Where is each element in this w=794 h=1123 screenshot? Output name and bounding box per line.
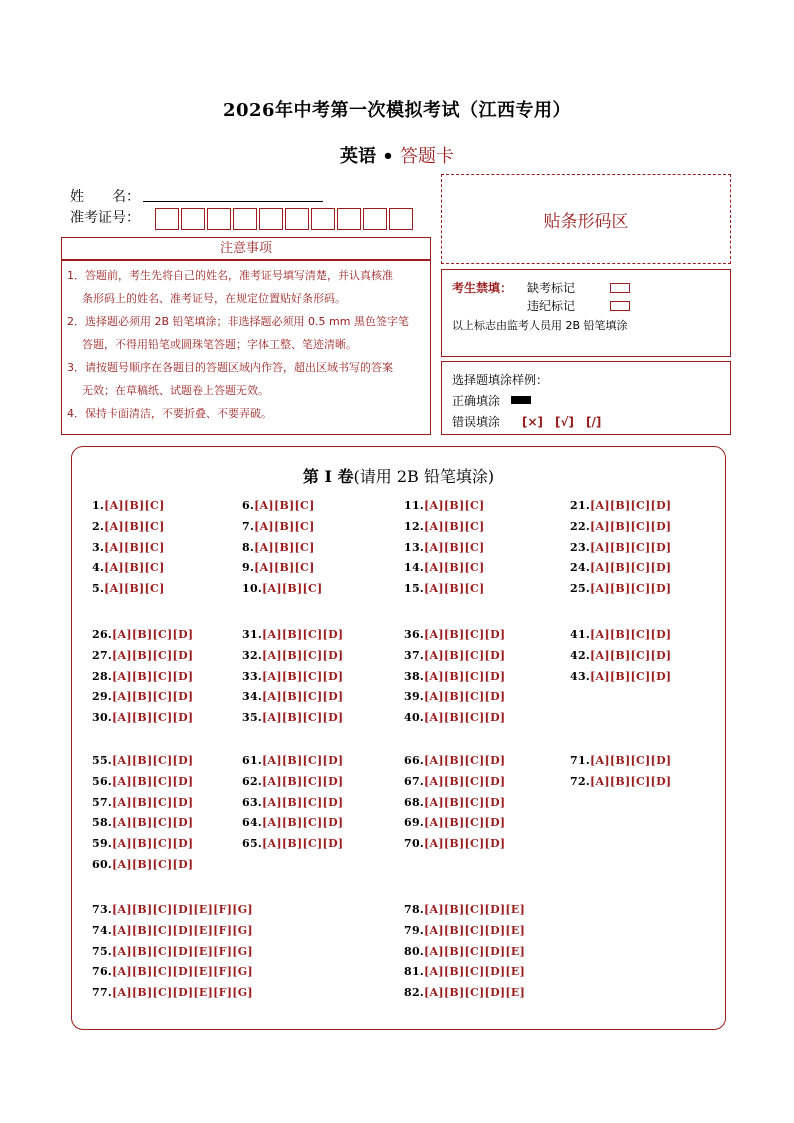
id-digit-box[interactable]	[285, 208, 309, 230]
question-row[interactable]	[92, 690, 193, 703]
question-row[interactable]	[404, 541, 485, 554]
answer-options[interactable]: [A][B][C][D]	[112, 690, 194, 704]
answer-options[interactable]: [A][B][C][D][E]	[424, 944, 526, 958]
notice-title: 注意事项	[61, 237, 431, 260]
id-digit-box[interactable]	[155, 208, 179, 230]
question-number: 60.	[92, 858, 113, 871]
answer-options[interactable]: [A][B][C][D]	[424, 774, 506, 788]
question-row[interactable]	[404, 965, 525, 978]
answer-options[interactable]: [A][B][C]	[424, 519, 485, 533]
notice-line: 无效；在草稿纸、试题卷上答题无效。	[82, 384, 269, 397]
wrong-fill-samples: [×] [√] [/]	[522, 415, 602, 429]
question-row[interactable]	[404, 520, 485, 533]
answer-options[interactable]: [A][B][C][D]	[590, 754, 672, 767]
id-digit-box[interactable]	[233, 208, 257, 230]
id-digit-box[interactable]	[311, 208, 335, 230]
id-digit-box[interactable]	[207, 208, 231, 230]
answer-options[interactable]: [A][B][C][D]	[112, 754, 194, 767]
notice-line: 答题，不得用铅笔或圆珠笔答题；字体工整、笔迹清晰。	[82, 338, 357, 351]
answer-options[interactable]: [A][B][C][D]	[112, 837, 194, 851]
question-row[interactable]	[242, 649, 343, 662]
question-row[interactable]	[570, 520, 671, 533]
question-number: 77.	[92, 986, 113, 1000]
question-number: 22.	[570, 519, 591, 533]
question-row[interactable]	[92, 858, 193, 871]
id-number-boxes[interactable]	[155, 208, 415, 230]
question-row[interactable]	[92, 796, 193, 809]
question-number: 24.	[570, 561, 591, 575]
answer-options[interactable]: [A][B][C]	[104, 540, 165, 554]
answer-options[interactable]: [A][B][C][D]	[262, 754, 344, 767]
question-number: 15.	[404, 582, 425, 596]
question-number: 41.	[570, 628, 591, 641]
question-number: 63.	[242, 795, 263, 809]
question-row[interactable]	[242, 582, 323, 595]
question-row[interactable]	[92, 541, 165, 554]
question-number: 33.	[242, 669, 263, 683]
question-row[interactable]	[404, 945, 525, 958]
question-number: 40.	[404, 711, 425, 725]
question-number: 27.	[92, 648, 113, 662]
question-number: 70.	[404, 837, 425, 851]
answer-options[interactable]: [A][B][C][D]	[112, 774, 194, 788]
question-number: 66.	[404, 754, 425, 767]
question-row[interactable]	[242, 499, 315, 512]
question-row[interactable]	[92, 520, 165, 533]
question-number: 21.	[570, 499, 591, 512]
answer-options[interactable]: [A][B][C][D][E]	[424, 903, 526, 916]
question-number: 64.	[242, 816, 263, 830]
answer-options[interactable]: [A][B][C]	[254, 540, 315, 554]
question-number: 73.	[92, 903, 113, 916]
answer-options[interactable]: [A][B][C][D]	[590, 561, 672, 575]
question-row[interactable]	[92, 903, 253, 916]
answer-options[interactable]: [A][B][C][D]	[590, 519, 672, 533]
question-row[interactable]	[242, 520, 315, 533]
question-number: 71.	[570, 754, 591, 767]
question-number: 72.	[570, 774, 591, 788]
question-number: 62.	[242, 774, 263, 788]
page-subtitle	[0, 142, 794, 168]
question-row[interactable]	[404, 649, 505, 662]
question-row[interactable]	[570, 541, 671, 554]
id-digit-box[interactable]	[389, 208, 413, 230]
answer-options[interactable]: [A][B][C][D]	[590, 582, 672, 596]
violation-label: 违纪标记	[527, 299, 576, 313]
answer-options[interactable]: [A][B][C][D]	[590, 628, 672, 641]
section-title	[72, 464, 725, 487]
question-row[interactable]	[404, 582, 485, 595]
notice-body	[61, 260, 431, 435]
question-row[interactable]	[242, 816, 343, 829]
question-row[interactable]	[92, 837, 193, 850]
question-number: 80.	[404, 944, 425, 958]
question-number: 67.	[404, 774, 425, 788]
question-row[interactable]	[92, 816, 193, 829]
question-number: 57.	[92, 795, 113, 809]
question-row[interactable]	[242, 754, 343, 767]
answer-options[interactable]: [A][B][C][D]	[424, 816, 506, 830]
question-row[interactable]	[404, 711, 505, 724]
question-row[interactable]	[92, 986, 253, 999]
answer-options[interactable]: [A][B][C][D][E][F][G]	[112, 903, 253, 916]
question-row[interactable]	[404, 775, 505, 788]
question-number: 36.	[404, 628, 425, 641]
fill-example-box	[441, 361, 731, 435]
answer-options[interactable]: [A][B][C][D]	[262, 795, 344, 809]
question-row[interactable]	[404, 796, 505, 809]
answer-options[interactable]: [A][B][C]	[424, 582, 485, 596]
question-row[interactable]	[92, 499, 165, 512]
answer-options[interactable]: [A][B][C][D][E][F][G]	[112, 965, 253, 979]
answer-options[interactable]: [A][B][C][D]	[112, 648, 194, 662]
answer-options[interactable]: [A][B][C]	[104, 582, 165, 596]
id-digit-box[interactable]	[337, 208, 361, 230]
question-row[interactable]	[570, 561, 671, 574]
question-number: 55.	[92, 754, 113, 767]
exam-check-box	[441, 269, 731, 357]
page-title: 2026年中考第一次模拟考试（江西专用）	[222, 100, 572, 121]
answer-options[interactable]: [A][B][C][D]	[424, 795, 506, 809]
question-number: 43.	[570, 669, 591, 683]
question-number: 11.	[404, 499, 425, 512]
question-number: 6.	[242, 499, 255, 512]
question-row[interactable]	[92, 965, 253, 978]
question-number: 81.	[404, 965, 425, 979]
name-label: 姓 名：	[70, 189, 140, 205]
question-row[interactable]	[404, 690, 505, 703]
question-row[interactable]	[92, 924, 253, 937]
question-row[interactable]	[570, 649, 671, 662]
question-row[interactable]	[404, 754, 505, 767]
question-row[interactable]	[570, 499, 671, 512]
answer-options[interactable]: [A][B][C][D]	[424, 711, 506, 725]
question-number: 61.	[242, 754, 263, 767]
question-row[interactable]	[404, 628, 505, 641]
subject-label: 英语	[339, 146, 376, 167]
question-number: 8.	[242, 540, 255, 554]
question-number: 37.	[404, 648, 425, 662]
answer-options[interactable]: [A][B][C][D]	[590, 540, 672, 554]
question-number: 31.	[242, 628, 263, 641]
question-row[interactable]	[242, 690, 343, 703]
question-row[interactable]	[570, 775, 671, 788]
exam-check-label: 考生禁填：	[452, 281, 513, 295]
question-row[interactable]	[92, 628, 193, 641]
notice-line: 条形码上的姓名、准考证号，在规定位置贴好条形码。	[82, 292, 346, 305]
question-row[interactable]	[92, 582, 165, 595]
answer-options[interactable]: [A][B][C][D]	[262, 837, 344, 851]
question-row[interactable]	[92, 649, 193, 662]
answer-options[interactable]: [A][B][C][D][E][F][G]	[112, 923, 253, 937]
question-number: 42.	[570, 648, 591, 662]
answer-options[interactable]: [A][B][C][D]	[262, 711, 344, 725]
answer-options[interactable]: [A][B][C][D]	[112, 795, 194, 809]
id-digit-box[interactable]	[181, 208, 205, 230]
answer-options[interactable]: [A][B][C][D]	[424, 628, 506, 641]
question-row[interactable]	[404, 837, 505, 850]
question-number: 65.	[242, 837, 263, 851]
absent-mark-box[interactable]	[610, 283, 630, 293]
wrong-fill-label: 错误填涂	[452, 415, 501, 429]
question-row[interactable]	[242, 670, 343, 683]
question-number: 10.	[242, 582, 263, 596]
answer-options[interactable]: [A][B][C][D]	[424, 648, 506, 662]
question-number: 38.	[404, 669, 425, 683]
question-number: 74.	[92, 923, 113, 937]
question-number: 82.	[404, 986, 425, 1000]
question-row[interactable]	[404, 924, 525, 937]
name-field[interactable]	[143, 201, 323, 202]
question-row[interactable]	[92, 711, 193, 724]
question-number: 79.	[404, 923, 425, 937]
correct-fill-sample	[511, 396, 531, 404]
answer-options[interactable]: [A][B][C][D]	[424, 754, 506, 767]
answer-options[interactable]: [A][B][C]	[104, 499, 165, 512]
question-row[interactable]	[242, 775, 343, 788]
question-number: 5.	[92, 582, 105, 596]
answer-options[interactable]: [A][B][C][D][E][F][G]	[112, 944, 253, 958]
answer-options[interactable]: [A][B][C][D]	[112, 711, 194, 725]
question-row[interactable]	[92, 670, 193, 683]
question-number: 30.	[92, 711, 113, 725]
question-row[interactable]	[570, 628, 671, 641]
answer-options[interactable]: [A][B][C][D]	[424, 837, 506, 851]
answer-options[interactable]: [A][B][C][D]	[112, 858, 194, 871]
question-number: 7.	[242, 519, 255, 533]
question-row[interactable]	[404, 670, 505, 683]
answer-options[interactable]: [A][B][C][D][E]	[424, 986, 526, 1000]
question-row[interactable]	[404, 903, 525, 916]
answer-options[interactable]: [A][B][C][D]	[262, 690, 344, 704]
question-number: 4.	[92, 561, 105, 575]
answer-options[interactable]: [A][B][C][D]	[262, 628, 344, 641]
question-number: 76.	[92, 965, 113, 979]
fill-example-label: 选择题填涂样例：	[452, 373, 549, 387]
answer-options[interactable]: [A][B][C][D]	[262, 648, 344, 662]
absent-label: 缺考标记	[527, 281, 576, 295]
answer-options[interactable]: [A][B][C][D]	[112, 816, 194, 830]
question-row[interactable]	[404, 816, 505, 829]
answer-options[interactable]: [A][B][C][D]	[262, 774, 344, 788]
question-number: 39.	[404, 690, 425, 704]
correct-fill-label: 正确填涂	[452, 394, 501, 408]
question-row[interactable]	[570, 754, 671, 767]
id-digit-box[interactable]	[259, 208, 283, 230]
question-number: 78.	[404, 903, 425, 916]
question-number: 58.	[92, 816, 113, 830]
answer-options[interactable]: [A][B][C]	[424, 561, 485, 575]
question-row[interactable]	[570, 582, 671, 595]
answer-options[interactable]: [A][B][C]	[254, 499, 315, 512]
question-row[interactable]	[404, 561, 485, 574]
question-number: 29.	[92, 690, 113, 704]
exam-check-note: 以上标志由监考人员用 2B 铅笔填涂	[452, 319, 628, 332]
question-number: 69.	[404, 816, 425, 830]
answer-options[interactable]: [A][B][C]	[424, 499, 485, 512]
question-row[interactable]	[242, 796, 343, 809]
answer-options[interactable]: [A][B][C][D]	[262, 669, 344, 683]
answer-options[interactable]: [A][B][C][D]	[590, 669, 672, 683]
violation-mark-box[interactable]	[610, 301, 630, 311]
card-type-label: 答题卡	[400, 146, 455, 167]
question-number: 25.	[570, 582, 591, 596]
subtitle-dot: •	[375, 146, 401, 167]
answer-options[interactable]: [A][B][C][D]	[262, 816, 344, 830]
question-row[interactable]	[92, 754, 193, 767]
id-digit-box[interactable]	[363, 208, 387, 230]
notice-line: 4．保持卡面清洁，不要折叠、不要弄破。	[67, 407, 272, 420]
question-row[interactable]	[570, 670, 671, 683]
answer-options[interactable]: [A][B][C][D][E]	[424, 965, 526, 979]
answer-options[interactable]: [A][B][C][D]	[590, 774, 672, 788]
section-title-roman: 第 I 卷	[302, 467, 354, 486]
question-number: 34.	[242, 690, 263, 704]
question-number: 32.	[242, 648, 263, 662]
question-number: 13.	[404, 540, 425, 554]
question-row[interactable]	[404, 499, 485, 512]
question-number: 28.	[92, 669, 113, 683]
question-row[interactable]	[404, 986, 525, 999]
answer-options[interactable]: [A][B][C][D]	[424, 669, 506, 683]
answer-options[interactable]: [A][B][C][D]	[112, 628, 194, 641]
question-number: 2.	[92, 519, 105, 533]
barcode-area	[441, 174, 731, 264]
answer-options[interactable]: [A][B][C][D]	[590, 499, 672, 512]
question-number: 9.	[242, 561, 255, 575]
question-row[interactable]	[92, 775, 193, 788]
question-number: 35.	[242, 711, 263, 725]
answer-options[interactable]: [A][B][C][D]	[112, 669, 194, 683]
answer-options[interactable]: [A][B][C]	[424, 540, 485, 554]
answer-options[interactable]: [A][B][C]	[104, 561, 165, 575]
question-number: 14.	[404, 561, 425, 575]
question-row[interactable]	[242, 628, 343, 641]
question-row[interactable]	[92, 945, 253, 958]
question-row[interactable]	[242, 837, 343, 850]
notice-line: 3．请按题号顺序在各题目的答题区域内作答，超出区域书写的答案	[67, 361, 393, 374]
question-number: 68.	[404, 795, 425, 809]
question-number: 56.	[92, 774, 113, 788]
question-number: 75.	[92, 944, 113, 958]
question-number: 59.	[92, 837, 113, 851]
question-row[interactable]	[92, 561, 165, 574]
answer-options[interactable]: [A][B][C][D][E]	[424, 923, 526, 937]
question-row[interactable]	[242, 561, 315, 574]
question-number: 1.	[92, 499, 105, 512]
answer-options[interactable]: [A][B][C]	[254, 561, 315, 575]
question-number: 12.	[404, 519, 425, 533]
question-number: 3.	[92, 540, 105, 554]
question-number: 26.	[92, 628, 113, 641]
section-title-note: (请用 2B 铅笔填涂)	[353, 467, 495, 486]
answer-options[interactable]: [A][B][C][D]	[424, 690, 506, 704]
id-label: 准考证号：	[70, 210, 140, 226]
question-row[interactable]	[242, 711, 343, 724]
question-number: 23.	[570, 540, 591, 554]
notice-line: 1．答题前，考生先将自己的姓名，准考证号填写清楚，并认真核准	[67, 269, 393, 282]
notice-line: 2．选择题必须用 2B 铅笔填涂；非选择题必须用 0.5 mm 黑色签字笔	[67, 315, 409, 328]
barcode-label: 贴条形码区	[543, 212, 629, 232]
question-row[interactable]	[242, 541, 315, 554]
answer-options[interactable]: [A][B][C]	[262, 582, 323, 596]
answer-section	[71, 446, 726, 1030]
answer-options[interactable]: [A][B][C]	[104, 519, 165, 533]
answer-options[interactable]: [A][B][C][D]	[590, 648, 672, 662]
answer-options[interactable]: [A][B][C]	[254, 519, 315, 533]
answer-options[interactable]: [A][B][C][D][E][F][G]	[112, 986, 253, 1000]
